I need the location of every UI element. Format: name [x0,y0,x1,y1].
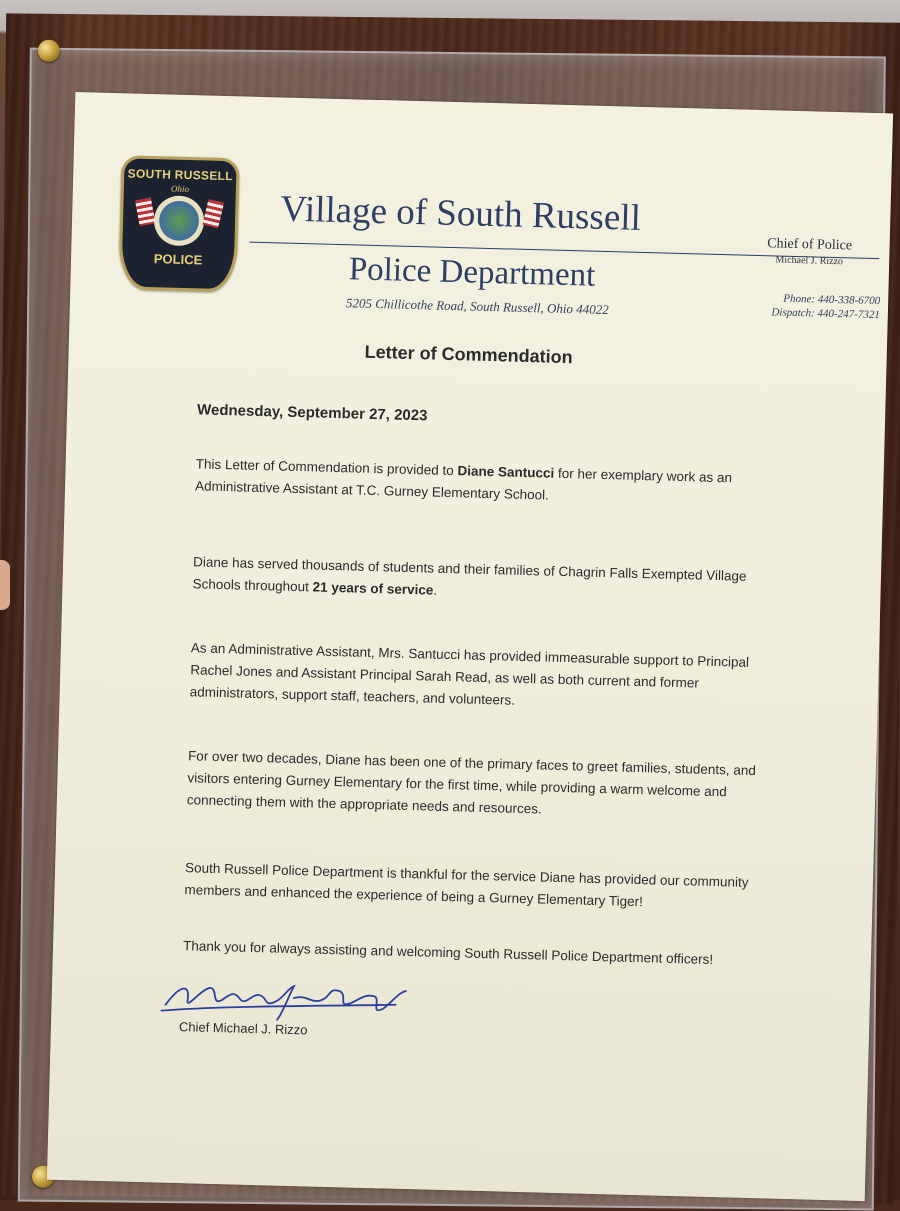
years-of-service: 21 years of service [312,579,434,598]
flag-icon [202,199,224,228]
paragraph-1-text: This Letter of Commendation is provided to [195,456,458,479]
paragraph-2 [192,551,793,611]
chief-title: Chief of Police [767,236,853,254]
commendation-letter [47,92,893,1201]
paragraph-6: Thank you for always assisting and welcoming South Russell Police Department officers! [182,938,714,968]
letter-heading: Letter of Commendation [364,341,573,368]
phone-number: Phone: 440-338-6700 [783,292,881,308]
badge-top-text: SOUTH RUSSELL [127,166,234,184]
police-badge-logo [118,155,239,292]
letterhead-address: 5205 Chillicothe Road, South Russell, Ohio 44022 [345,295,609,318]
paragraph-3: As an Administrative Assistant, Mrs. Santucci has provided immeasurable support to Principal Rachel Jones and Assistant Principal Sarah Read, as well as both current and former administrators, support staff, teachers, and volunteers. [189,640,750,708]
letter-date: Wednesday, September 27, 2023 [196,401,428,425]
flag-icon [135,198,155,226]
wooden-plaque [0,13,900,1204]
letterhead-subtitle: Police Department [348,251,596,294]
paragraph-1 [195,453,796,513]
paragraph-2-text: Diane has served thousands of students and their families of Chagrin Falls Exempted Village Schools throughout [192,554,747,595]
paragraph-1-text-end: for her exemplary work as an Administrative Assistant at T.C. Gurney Elementary School. [194,465,733,503]
thumb [0,560,10,610]
badge-state-text: Ohio [170,183,190,195]
corner-bolt-top-left [38,40,60,62]
badge-bottom-text: POLICE [153,251,203,268]
paragraph-5: South Russell Police Department is thankful for the service Diane has provided our community members and enhanced the experience of being a Gurney Elementary Tiger! [184,860,749,910]
letterhead-title: Village of South Russell [279,188,642,239]
chief-name: Michael J. Rizzo [775,254,844,268]
signature-name: Chief Michael J. Rizzo [178,1019,308,1038]
ohio-seal-icon [153,195,204,246]
paragraph-2-text-end: . [433,582,438,598]
dispatch-number: Dispatch: 440-247-7321 [771,306,880,322]
paragraph-4: For over two decades, Diane has been one of the primary faces to greet families, students, and visitors entering Gurney Elementary for the first time, while providing a warm welcome and connecting them with the appropriate needs and resources. [186,748,757,817]
recipient-name: Diane Santucci [457,463,555,481]
